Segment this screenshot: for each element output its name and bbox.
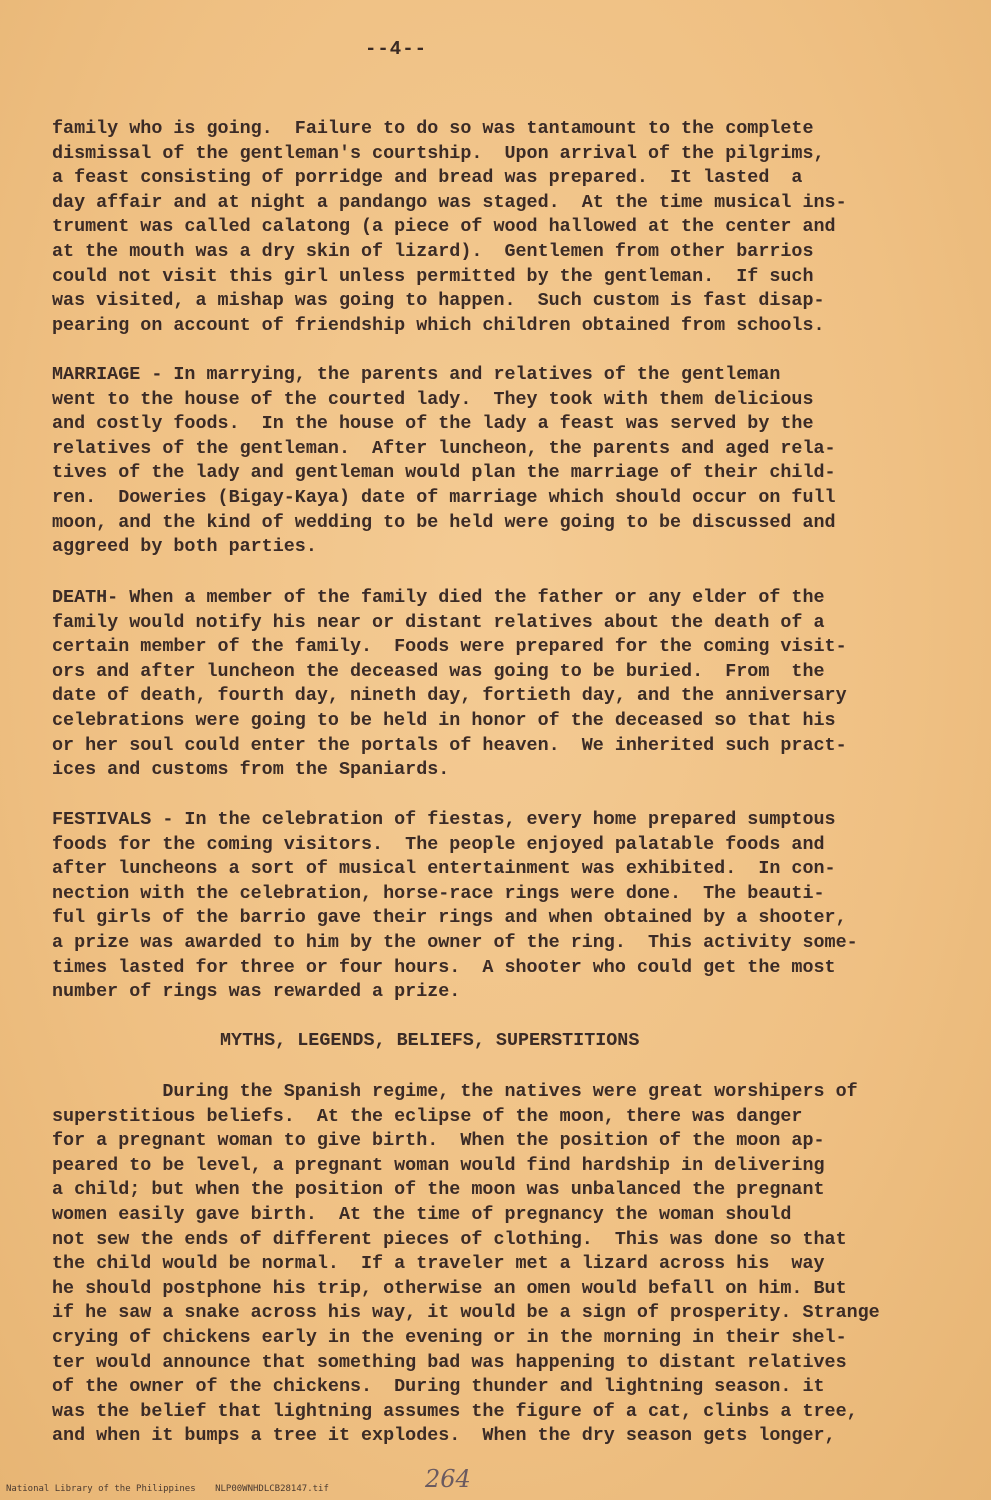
handwritten-page-number: 264 bbox=[425, 1465, 471, 1493]
paragraph-marriage: MARRIAGE - In marrying, the parents and relatives of the gentleman went to the house of the courted lady. They took with them delicious and costly foods. In the house of the lady a feast was served by the relatives of the gentleman. After luncheon, the parents and aged rela- tives of the lady and gentleman would plan the marriage of their child- ren. Doweries (Bigay-Kaya) date of marriage which should occur on full moon, and the kind of wedding to be held were going to be discussed and aggreed by both parties. bbox=[52, 364, 836, 558]
section-heading: MYTHS, LEGENDS, BELIEFS, SUPERSTITIONS bbox=[220, 1030, 640, 1051]
paragraph-superstitions: During the Spanish regime, the natives were great worshipers of superstitious beliefs. At the eclipse of the moon, there was danger for a pregnant woman to give birth. When the position of the moon ap- peared to be level, a pregnant woman would find hardship in delivering a child; but when the position of the moon was unbalanced the pregnant women easily gave birth. At the time of pregnancy the woman should not sew the ends of different pieces of clothing. This was done so that the child would be normal. If a traveler met a lizard across his way he should postphone his trip, otherwise an omen would befall on him. But if he saw a snake across his way, it would be a sign of prosperity. Strange crying of chickens early in the evening or in the morning in their shel- ter would announce that something bad was happening to distant relatives of the owner of the chickens. During thunder and lightning season. it was the belief that lightning assumes the figure of a cat, clinbs a tree, and when it bumps a tree it explodes. When the dry season gets longer, bbox=[52, 1081, 880, 1447]
paragraph-death: DEATH- When a member of the family died the father or any elder of the family would notify his near or distant relatives about the death of a certain member of the family. Foods were prepared for the coming visit- ors and after luncheon the deceased was going to be buried. From the date of death, fourth day, nineth day, fortieth day, and the anniversary celebrations were going to be held in honor of the deceased so that his or her soul could enter the portals of heaven. We inherited such pract- ices and customs from the Spaniards. bbox=[52, 587, 847, 781]
footer-library: National Library of the Philippines bbox=[6, 1484, 196, 1494]
footer bbox=[6, 1484, 343, 1494]
paragraph-courtship: family who is going. Failure to do so was tantamount to the complete dismissal of the gentleman's courtship. Upon arrival of the pilgrims, a feast consisting of porridge and bread was prepared. It lasted a day affair and at night a pandango was staged. At the time musical ins- trument was called calatong (a piece of wood hallowed at the center and at the mouth was a dry skin of lizard). Gentlemen from other barrios could not visit this girl unless permitted by the gentleman. If such was visited, a mishap was going to happen. Such custom is fast disap- pearing on account of friendship which children obtained from schools. bbox=[52, 118, 847, 336]
paragraph-festivals: FESTIVALS - In the celebration of fiestas, every home prepared sumptous foods for the coming visitors. The people enjoyed palatable foods and after luncheons a sort of musical entertainment was exhibited. In con- nection with the celebration, horse-race rings were done. The beauti- ful girls of the barrio gave their rings and when obtained by a shooter, a prize was awarded to him by the owner of the ring. This activity some- times lasted for three or four hours. A shooter who could get the most number of rings was rewarded a prize. bbox=[52, 809, 858, 1003]
page-number: --4-- bbox=[365, 38, 428, 60]
footer-file: NLP00WNHDLCB28147.tif bbox=[215, 1484, 329, 1494]
